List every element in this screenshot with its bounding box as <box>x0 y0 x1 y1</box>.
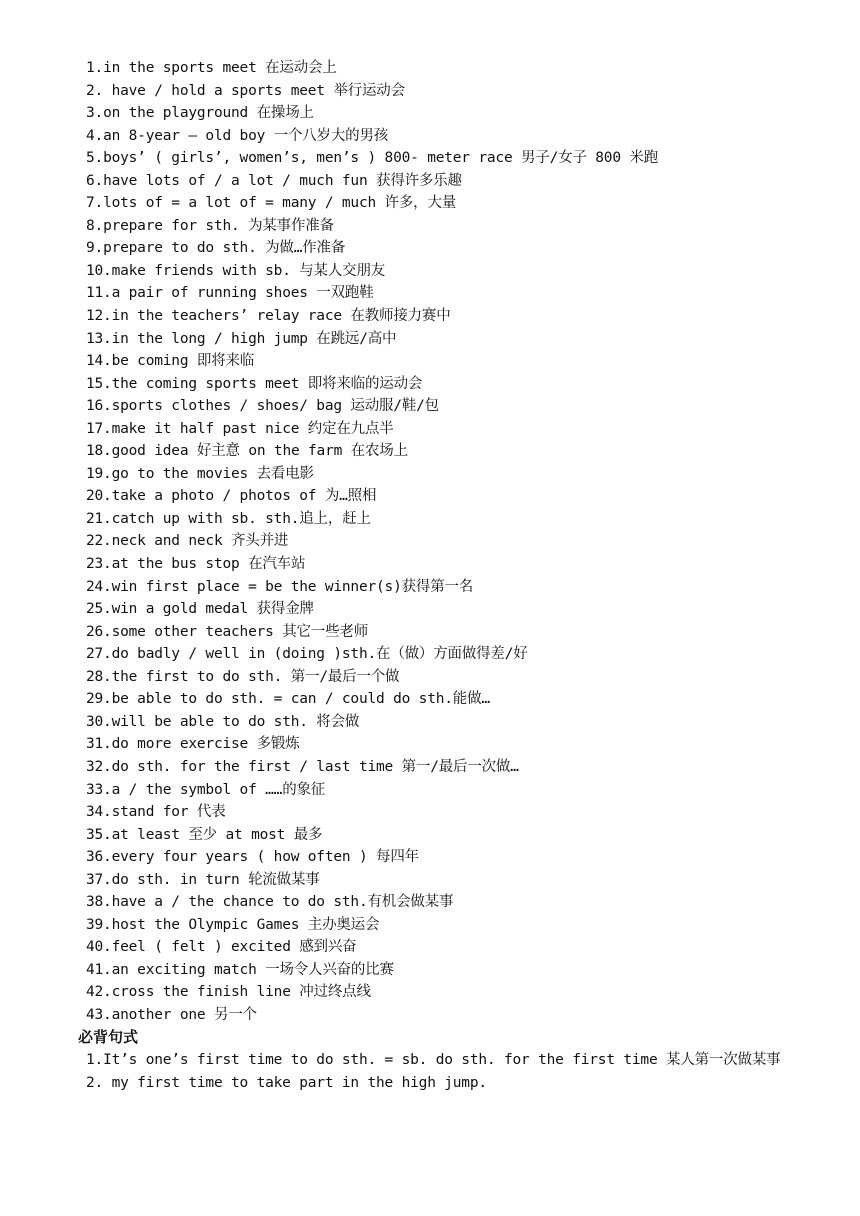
phrase-item-number: 9. <box>86 240 104 257</box>
phrase-item-number: 34. <box>86 804 112 821</box>
phrase-list <box>86 57 826 1027</box>
phrase-item <box>86 846 826 869</box>
phrase-item <box>86 779 826 802</box>
phrase-item-text: another one 另一个 <box>111 1006 257 1023</box>
phrase-item-number: 38. <box>86 894 112 911</box>
phrase-item-text: cross the finish line 冲过终点线 <box>111 984 371 1001</box>
phrase-item <box>86 147 826 170</box>
phrase-item-text: prepare for sth. 为某事作准备 <box>103 217 334 234</box>
phrase-item-number: 35. <box>86 826 112 843</box>
phrase-item <box>86 936 826 959</box>
phrase-item <box>86 260 826 283</box>
phrase-item-text: feel ( felt ) excited 感到兴奋 <box>111 939 357 956</box>
phrase-item <box>86 756 826 779</box>
phrase-item-text: take a photo / photos of 为…照相 <box>111 488 377 505</box>
phrase-item-number: 16. <box>86 398 112 415</box>
phrase-item-number: 5. <box>86 150 104 167</box>
phrase-item-number: 13. <box>86 330 112 347</box>
sentence-list <box>86 1049 806 1094</box>
phrase-item <box>86 215 826 238</box>
phrase-item <box>86 711 826 734</box>
phrase-item <box>86 192 826 215</box>
phrase-item-number: 33. <box>86 781 112 798</box>
phrase-item-number: 7. <box>86 195 104 212</box>
phrase-item-text: go to the movies 去看电影 <box>111 465 314 482</box>
phrase-item-number: 24. <box>86 578 112 595</box>
phrase-item-number: 11. <box>86 285 112 302</box>
phrase-item-text: stand for 代表 <box>111 804 226 821</box>
phrase-item-number: 3. <box>86 105 104 122</box>
phrase-item-number: 1. <box>86 60 104 76</box>
phrase-item-number: 6. <box>86 172 104 189</box>
phrase-item-number: 30. <box>86 713 112 730</box>
phrase-item <box>86 914 826 937</box>
phrase-item <box>86 328 826 351</box>
phrase-item-text: sports clothes / shoes/ bag 运动服/鞋/包 <box>111 398 439 415</box>
phrase-item <box>86 621 826 644</box>
phrase-item-number: 17. <box>86 420 112 437</box>
phrase-item <box>86 350 826 373</box>
phrase-item-text: neck and neck 齐头并进 <box>111 533 289 550</box>
phrase-item <box>86 418 826 441</box>
phrase-item-text: a / the symbol of ……的象征 <box>111 781 326 798</box>
phrase-item-text: catch up with sb. sth.追上，赶上 <box>111 510 371 527</box>
phrase-item-text: will be able to do sth. 将会做 <box>111 713 360 730</box>
phrase-item <box>86 981 826 1004</box>
phrase-item-text: an exciting match 一场令人兴奋的比赛 <box>111 961 394 978</box>
phrase-item-text: an 8-year – old boy 一个八岁大的男孩 <box>103 127 389 144</box>
phrase-item-text: do sth. in turn 轮流做某事 <box>111 871 320 888</box>
phrase-item-text: a pair of running shoes 一双跑鞋 <box>111 285 374 302</box>
phrase-item-text: have / hold a sports meet 举行运动会 <box>103 82 405 99</box>
phrase-item <box>86 869 826 892</box>
phrase-item-text: on the playground 在操场上 <box>103 105 314 122</box>
phrase-item <box>86 80 826 103</box>
phrase-item <box>86 237 826 260</box>
phrase-item-number: 10. <box>86 262 112 279</box>
phrase-item <box>86 959 826 982</box>
phrase-item-text: in the long / high jump 在跳远/高中 <box>111 330 397 347</box>
phrase-item-text: have a / the chance to do sth.有机会做某事 <box>111 894 454 911</box>
phrase-item-number: 2. <box>86 82 104 99</box>
phrase-item-number: 39. <box>86 916 112 933</box>
phrase-item <box>86 1004 826 1027</box>
phrase-item-number: 19. <box>86 465 112 482</box>
phrase-item <box>86 824 826 847</box>
phrase-item-number: 21. <box>86 510 112 527</box>
phrase-item-text: at the bus stop 在汽车站 <box>111 556 306 573</box>
phrase-item-number: 18. <box>86 443 112 460</box>
phrase-item-text: have lots of / a lot / much fun 获得许多乐趣 <box>103 172 462 189</box>
phrase-item-text: win first place = be the winner(s)获得第一名 <box>111 578 474 595</box>
phrase-item-number: 41. <box>86 961 112 978</box>
phrase-item-text: be coming 即将来临 <box>111 353 255 370</box>
phrase-item <box>86 643 826 666</box>
phrase-item-text: make it half past nice 约定在九点半 <box>111 420 394 437</box>
phrase-item-text: the first to do sth. 第一/最后一个做 <box>111 668 400 685</box>
phrase-item-number: 43. <box>86 1006 112 1023</box>
phrase-item <box>86 485 826 508</box>
phrase-item-text: good idea 好主意 on the farm 在农场上 <box>111 443 408 460</box>
phrase-item-number: 32. <box>86 758 112 775</box>
phrase-item-number: 22. <box>86 533 112 550</box>
phrase-item-number: 37. <box>86 871 112 888</box>
phrase-item-text: win a gold medal 获得金牌 <box>111 601 314 618</box>
phrase-item-text: lots of = a lot of = many / much 许多，大量 <box>103 195 457 212</box>
phrase-item <box>86 666 826 689</box>
phrase-item-text: prepare to do sth. 为做…作准备 <box>103 240 346 257</box>
phrase-item-number: 23. <box>86 556 112 573</box>
phrase-item <box>86 463 826 486</box>
phrase-item-number: 20. <box>86 488 112 505</box>
phrase-item-number: 26. <box>86 623 112 640</box>
phrase-item-number: 28. <box>86 668 112 685</box>
phrase-item <box>86 373 826 396</box>
sentence-item <box>86 1072 806 1095</box>
phrase-item-text: at least 至少 at most 最多 <box>111 826 323 843</box>
phrase-item-text: the coming sports meet 即将来临的运动会 <box>111 375 423 392</box>
phrase-item <box>86 891 826 914</box>
phrase-item <box>86 440 826 463</box>
phrase-item <box>86 170 826 193</box>
phrase-item-number: 25. <box>86 601 112 618</box>
phrase-item-text: in the teachers’ relay race 在教师接力赛中 <box>111 308 451 325</box>
phrase-item-text: do more exercise 多锻炼 <box>111 736 300 753</box>
phrase-item-number: 31. <box>86 736 112 753</box>
phrase-item-text: make friends with sb. 与某人交朋友 <box>111 262 386 279</box>
phrase-item <box>86 102 826 125</box>
phrase-item <box>86 553 826 576</box>
phrase-item-text: boys’ ( girls’, women’s, men’s ) 800- meter race 男子/女子 800 米跑 <box>103 150 658 167</box>
phrase-item-text: in the sports meet 在运动会上 <box>103 60 337 76</box>
phrase-item <box>86 125 826 148</box>
phrase-item <box>86 395 826 418</box>
phrase-item <box>86 57 826 80</box>
phrase-item-number: 15. <box>86 375 112 392</box>
sentence-item-text: It’s one’s first time to do sth. = sb. do sth. for the first time 某人第一次做某事 <box>103 1052 781 1068</box>
phrase-item <box>86 305 826 328</box>
phrase-item-number: 29. <box>86 691 112 708</box>
phrase-item-number: 8. <box>86 217 104 234</box>
phrase-item-number: 40. <box>86 939 112 956</box>
phrase-item <box>86 530 826 553</box>
phrase-item-number: 14. <box>86 353 112 370</box>
phrase-item <box>86 801 826 824</box>
phrase-item <box>86 508 826 531</box>
phrase-item <box>86 688 826 711</box>
phrase-item <box>86 598 826 621</box>
phrase-item <box>86 733 826 756</box>
phrase-item <box>86 576 826 599</box>
phrase-item-number: 4. <box>86 127 104 144</box>
phrase-item-number: 12. <box>86 308 112 325</box>
sentence-item-text: my first time to take part in the high jump. <box>103 1074 487 1091</box>
sentence-item-number: 2. <box>86 1074 104 1091</box>
phrase-item-text: do badly / well in (doing )sth.在（做）方面做得差/好 <box>111 646 528 663</box>
sentence-item <box>86 1049 806 1072</box>
phrase-item-number: 36. <box>86 849 112 866</box>
sentence-item-number: 1. <box>86 1052 104 1068</box>
phrase-item-text: every four years ( how often ) 每四年 <box>111 849 419 866</box>
phrase-item-text: do sth. for the first / last time 第一/最后一次做… <box>111 758 519 775</box>
phrase-item <box>86 282 826 305</box>
phrase-item-text: some other teachers 其它一些老师 <box>111 623 368 640</box>
section-heading: 必背句式 <box>78 1028 139 1046</box>
phrase-item-text: host the Olympic Games 主办奥运会 <box>111 916 380 933</box>
phrase-item-text: be able to do sth. = can / could do sth.能做… <box>111 691 490 708</box>
phrase-item-number: 27. <box>86 646 112 663</box>
phrase-item-number: 42. <box>86 984 112 1001</box>
